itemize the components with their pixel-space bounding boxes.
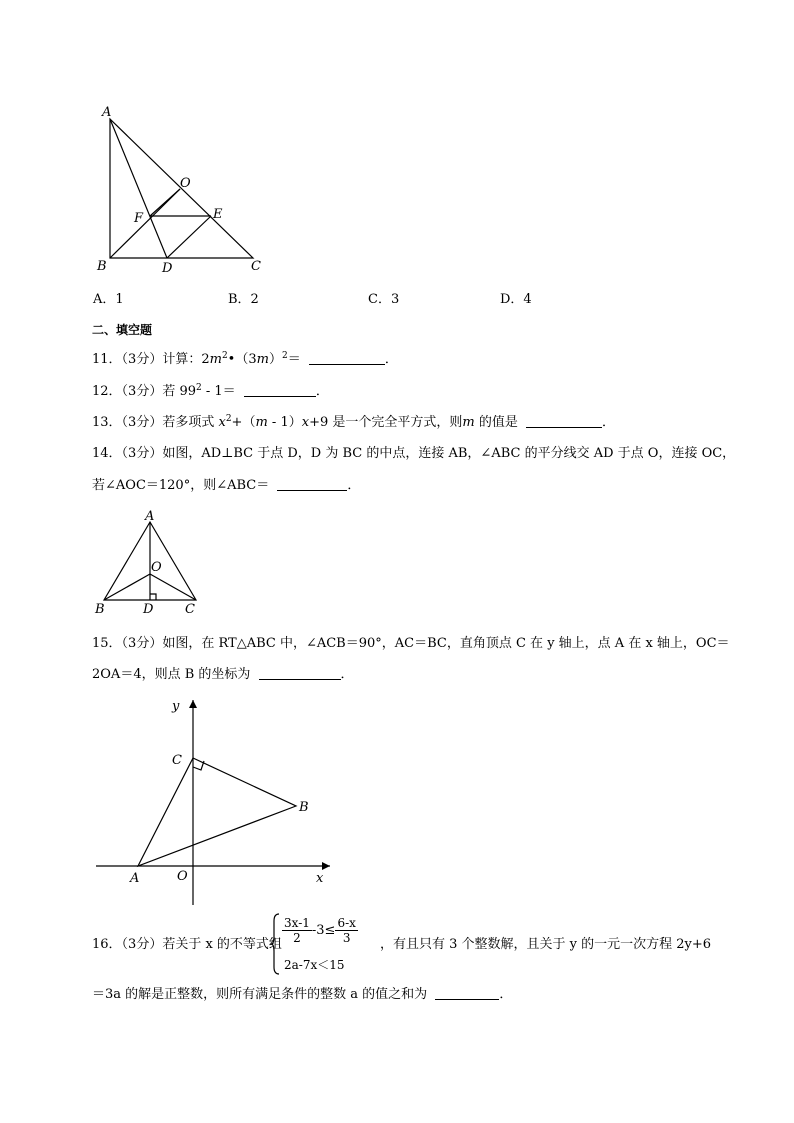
label-O: O <box>151 560 162 575</box>
choice-a: A．1 <box>93 292 124 307</box>
answer-blank-12[interactable] <box>244 382 316 397</box>
label-B: B <box>95 602 105 617</box>
question-15-line-2: 2OA＝4，则点 B 的坐标为 ． <box>92 667 354 682</box>
answer-blank-13[interactable] <box>526 413 602 428</box>
question-14-line-1: 14．（3分）如图，AD⊥BC 于点 D，D 为 BC 的中点，连接 AB，∠ABC 的平分线交 AD 于点 O，连接 OC， <box>92 446 736 461</box>
answer-blank-16[interactable] <box>435 985 499 1000</box>
brace-icon <box>270 913 280 975</box>
choice-c: C．3 <box>368 292 400 307</box>
label-O: O <box>177 869 188 884</box>
question-14-line-2: 若∠AOC＝120°，则∠ABC＝ ． <box>92 478 361 493</box>
label-B: B <box>97 259 107 274</box>
triangle-figure-top <box>90 100 280 280</box>
answer-blank-14[interactable] <box>277 476 347 491</box>
label-B: B <box>299 800 309 815</box>
coordinate-figure-q15 <box>90 695 340 910</box>
question-16-line-1: 16．（3分）若关于 x 的不等式组 <box>92 937 282 952</box>
label-O: O <box>180 176 191 191</box>
section-title: 二、填空题 <box>92 323 153 337</box>
label-F: F <box>134 211 144 226</box>
label-C: C <box>185 602 195 617</box>
inequality-2: 2a-7x＜15 <box>284 958 345 972</box>
question-12: 12．（3分）若 $99^2 - 1=$ ． <box>92 383 329 399</box>
question-15-line-1: 15．（3分）如图，在 RT△ABC 中，∠ACB＝90°，AC＝BC，直角顶点 C 在 y 轴上，点 A 在 x 轴上，OC＝ <box>92 636 730 651</box>
label-C: C <box>251 259 261 274</box>
label-A: A <box>145 509 155 524</box>
label-y-axis: y <box>172 699 180 714</box>
choice-d: D．4 <box>500 292 532 307</box>
label-x-axis: x <box>316 871 324 886</box>
label-C: C <box>172 753 182 768</box>
choice-b: B．2 <box>228 292 259 307</box>
label-D: D <box>143 602 154 617</box>
question-16-post: ，有且只有 3 个整数解，且关于 y 的一元一次方程 2y+6 <box>380 937 712 952</box>
label-A: A <box>130 871 140 886</box>
label-E: E <box>213 207 223 222</box>
question-13: 13．（3分）若多项式 $x^2+(m - 1)x+9$ 是一个完全平方式，则m 的值是 ． <box>92 414 615 430</box>
triangle-figure-q14 <box>90 505 205 617</box>
inequality-1: $\frac{3x-1}{2}$ -3≤ $\frac{6-x}{3}$ <box>284 916 356 945</box>
label-A: A <box>102 105 112 120</box>
answer-blank-11[interactable] <box>309 350 385 365</box>
label-D: D <box>162 261 173 276</box>
question-11: 11．（3分）计算：$2m^2•(3m)^2=$ ． <box>92 351 398 367</box>
answer-blank-15[interactable] <box>259 665 341 680</box>
question-16-line-2: ＝3a 的解是正整数，则所有满足条件的整数 a 的值之和为 ． <box>92 987 513 1002</box>
